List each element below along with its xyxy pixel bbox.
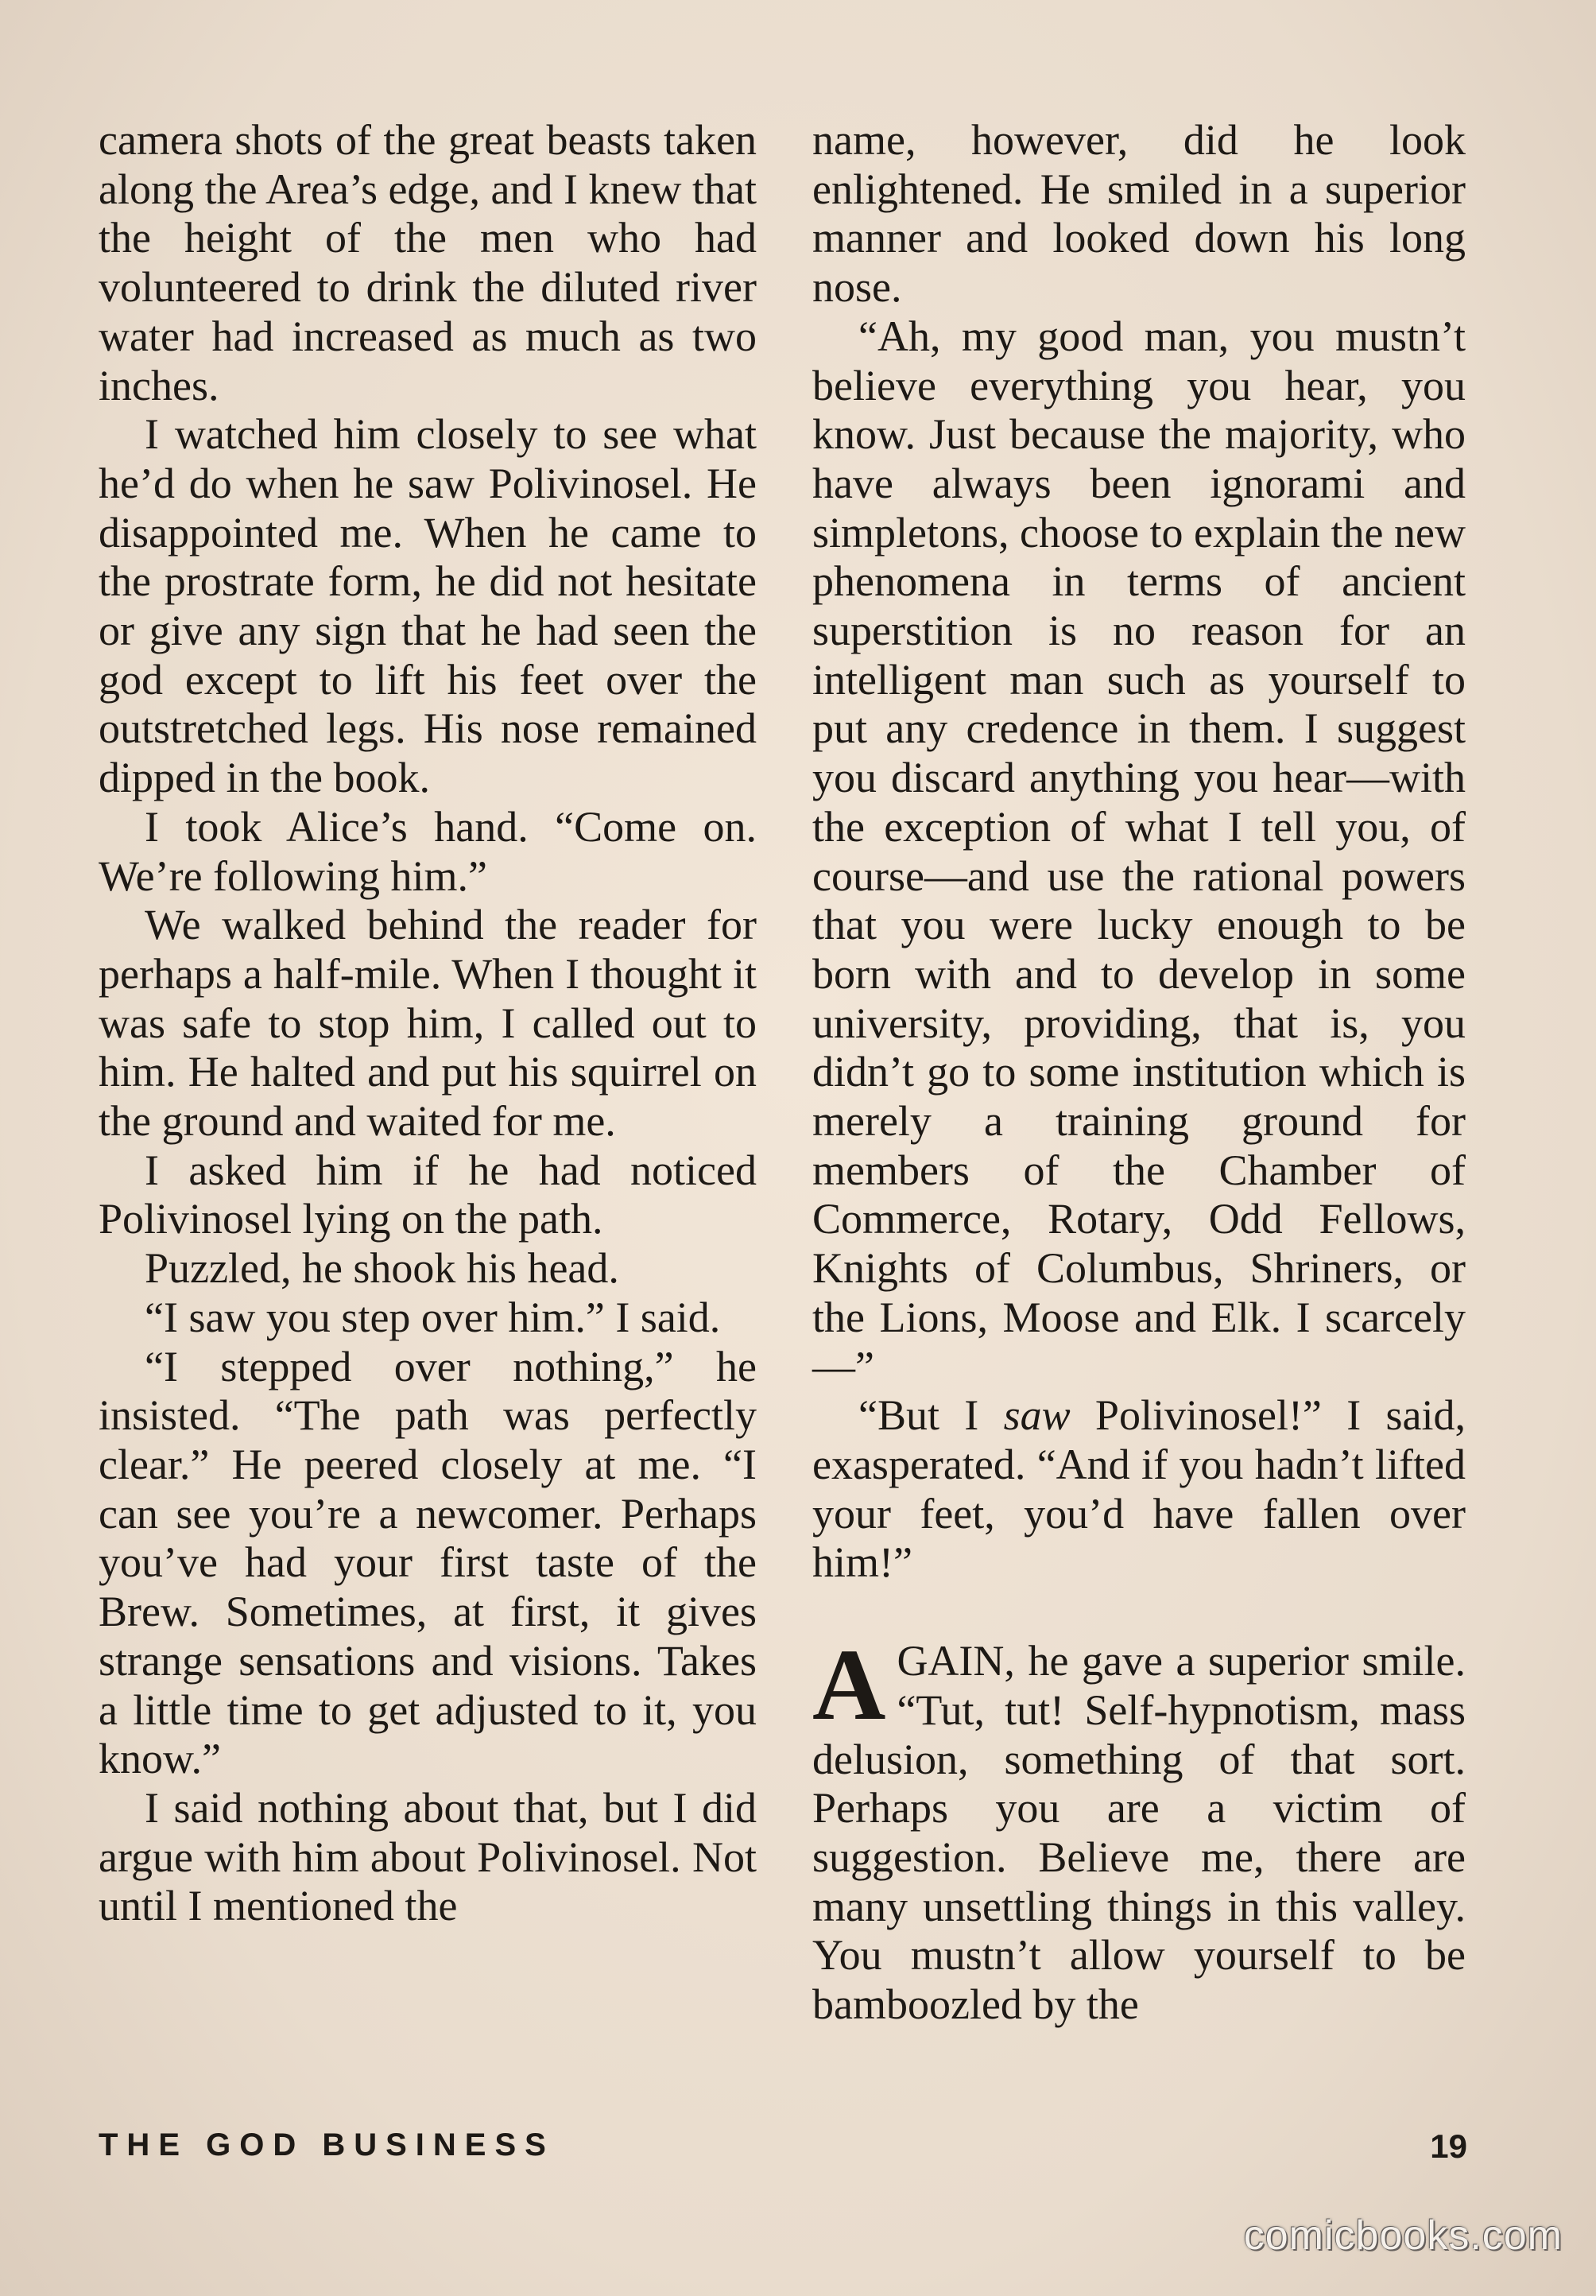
text-run: “But I <box>858 1391 1004 1440</box>
text-run: Polivinosel!” I said, exasperated. “And if you hadn’t lifted your feet, you’d have fallen over him!” <box>812 1391 1466 1587</box>
paragraph: I took Alice’s hand. “Come on. We’re following him.” <box>99 802 757 900</box>
paragraph: We walked behind the reader for perhaps a half-mile. When I thought it was safe to stop him, I called out to him. He halted and put his squirrel on the ground and waited for me. <box>99 901 757 1146</box>
paragraph: name, however, did he look enlightened. He smiled in a superior manner and looked down his long nose. <box>812 116 1466 312</box>
paragraph: I watched him closely to see what he’d do when he saw Polivinosel. He disappointed me. When he came to the prostrate form, he did not hesitate or give any sign that he had seen the god except to lift his feet over the outstretched legs. His nose remained dipped in the book. <box>99 410 757 802</box>
italic-emphasis: saw <box>1003 1391 1071 1440</box>
paragraph: “I stepped over nothing,” he insisted. “The path was perfectly clear.” He peered closely at me. “I can see you’re a newcomer. Perhaps you’ve had your first taste of the Brew. Sometimes, at first, it gives strange sensations and visions. Takes a little time to get adjusted to it, you know.” <box>99 1342 757 1783</box>
paragraph <box>812 1628 1466 2030</box>
paragraph: I said nothing about that, but I did argue with him about Polivinosel. Not until I mentioned the <box>99 1783 757 1930</box>
watermark-logo: comicbooks.com <box>1243 2213 1563 2259</box>
paragraph: camera shots of the great beasts taken along the Area’s edge, and I knew that the height of the men who had volunteered to drink the diluted river water had increased as much as two inches. <box>99 116 757 409</box>
page-number: 19 <box>1430 2127 1467 2165</box>
paragraph: I asked him if he had noticed Polivinosel lying on the path. <box>99 1146 757 1243</box>
paragraph: Puzzled, he shook his head. <box>145 1244 619 1293</box>
right-column <box>812 116 1466 2030</box>
paragraph: “Ah, my good man, you mustn’t believe everything you hear, you know. Just because the majority, who have always been ignorami and simpletons, choose to explain the new phenomena in terms of ancient superstition is no reason for an intelligent man such as yourself to put any credence in them. I suggest you discard anything you hear—with the exception of what I tell you, of course—and use the rational powers that you were lucky enough to be born with and to develop in some university, providing, that is, you didn’t go to some institution which is merely a training ground for members of the Chamber of Commerce, Rotary, Odd Fellows, Knights of Columbus, Shriners, or the Lions, Moose and Elk. I scarcely—” <box>812 312 1466 1390</box>
left-column <box>99 116 757 1931</box>
drop-cap: A <box>812 1628 886 1742</box>
paragraph: “I saw you step over him.” I said. <box>145 1293 721 1341</box>
text-run: GAIN, he gave a superior smile. “Tut, tut! Self-hypnotism, mass delusion, something of that sort. Perhaps you are a victim of suggestion. Believe me, there are many unsettling things in this valley. You mustn’t allow yourself to be bamboozled by the <box>812 1637 1466 2029</box>
paragraph <box>812 1391 1466 1588</box>
running-footer-title: THE GOD BUSINESS <box>99 2127 555 2162</box>
